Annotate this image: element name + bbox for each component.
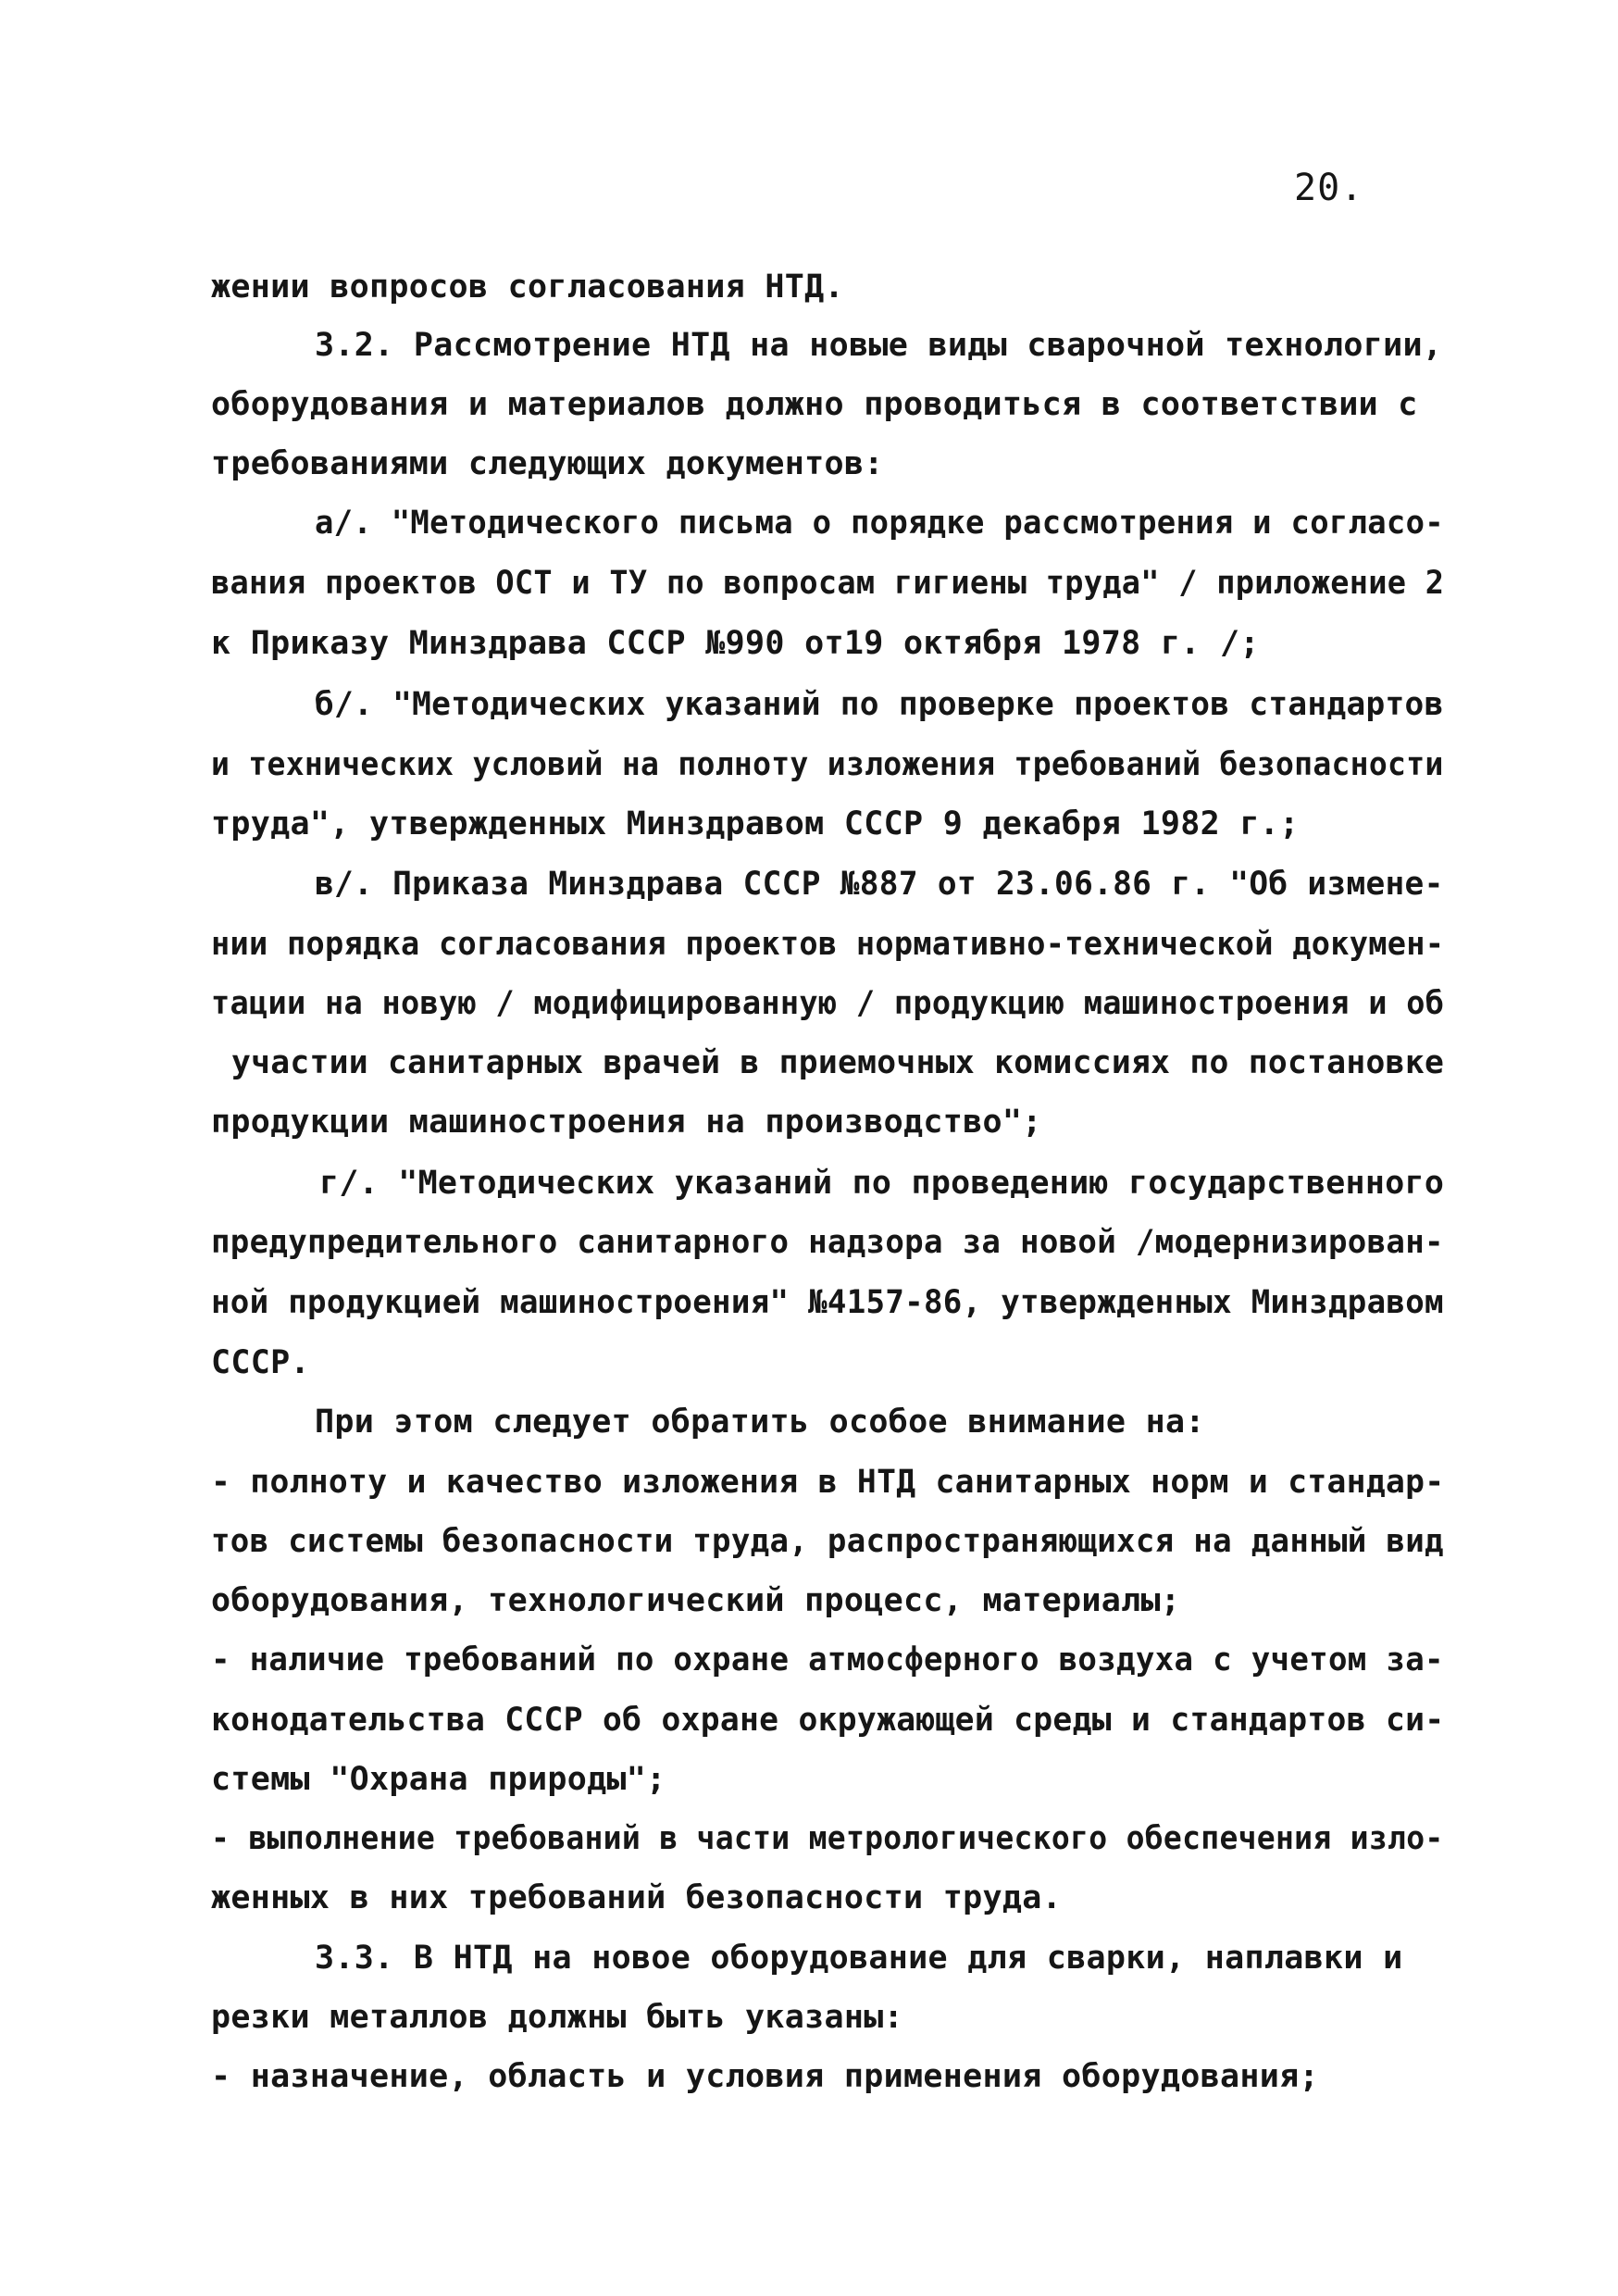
text-line: а/. "Методического письма о порядке рассмотрения и согласо- [315,505,1444,542]
text-line: стемы "Охрана природы"; [211,1761,666,1798]
text-line: - полноту и качество изложения в НТД санитарных норм и стандар- [211,1464,1445,1501]
text-line: оборудования, технологический процесс, материалы; [211,1582,1181,1619]
page-number: 20. [1294,167,1364,209]
text-line: - выполнение требований в части метрологического обеспечения изло- [211,1820,1444,1857]
text-line: труда", утвержденных Минздравом СССР 9 декабря 1982 г.; [211,805,1300,842]
text-line: в/. Приказа Минздрава СССР №887 от 23.06.86 г. "Об измене- [315,866,1444,903]
text-line: конодательства СССР об охране окружающей среды и стандартов си- [211,1702,1445,1739]
text-line: При этом следует обратить особое внимание на: [315,1404,1205,1441]
text-line: 3.2. Рассмотрение НТД на новые виды сварочной технологии, [315,327,1443,364]
text-line: тов системы безопасности труда, распространяющихся на данный вид [211,1523,1444,1560]
text-line: предупредительного санитарного надзора за новой /модернизирован- [211,1224,1444,1261]
text-line: нии порядка согласования проектов нормативно-технической докумен- [211,926,1445,963]
text-line: требованиями следующих документов: [211,445,884,482]
text-line: - наличие требований по охране атмосферного воздуха с учетом за- [211,1641,1444,1678]
text-line: вания проектов ОСТ и ТУ по вопросам гигиены труда" / приложение 2 [211,565,1445,602]
text-line: ной продукцией машиностроения" №4157-86, утвержденных Минздравом [211,1284,1444,1321]
text-line: и технических условий на полноту изложения требований безопасности [211,746,1444,783]
text-line: 3.3. В НТД на новое оборудование для сварки, наплавки и [315,1940,1403,1977]
text-line: - назначение, область и условия применения оборудования; [211,2058,1319,2095]
text-line: резки металлов должны быть указаны: [211,1999,904,2036]
text-line: женных в них требований безопасности труда. [211,1879,1062,1916]
text-line: к Приказу Минздрава СССР №990 от19 октября 1978 г. /; [211,625,1260,662]
text-line: продукции машиностроения на производство"; [211,1104,1042,1141]
text-line: жении вопросов согласования НТД. [211,268,844,306]
text-line: б/. "Методических указаний по проверке проектов стандартов [315,686,1444,723]
text-line: СССР. [211,1344,310,1381]
text-line: оборудования и материалов должно проводиться в соответствии с [211,386,1418,423]
text-line: участии санитарных врачей в приемочных комиссиях по постановке [231,1044,1445,1081]
text-line: тации на новую / модифицированную / продукцию машиностроения и об [211,985,1445,1022]
text-line: г/. "Методических указаний по проведению государственного [319,1165,1445,1202]
